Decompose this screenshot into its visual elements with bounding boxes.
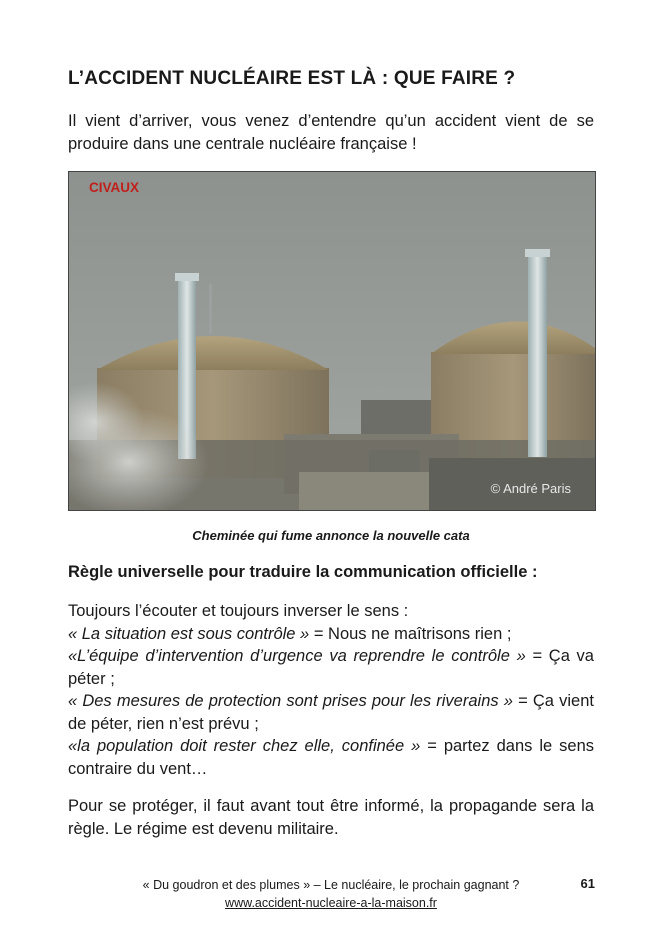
rule-item — [68, 623, 594, 646]
rule-item — [68, 645, 594, 690]
photo-caption: Cheminée qui fume annonce la nouvelle cata — [192, 528, 470, 543]
rule-quote: « Des mesures de protection sont prises pour les riverains » — [68, 692, 513, 710]
rule-quote: «la population doit rester chez elle, confinée » — [68, 737, 421, 755]
rules-block — [68, 600, 594, 780]
rule-heading: Règle universelle pour traduire la communication officielle : — [68, 563, 538, 581]
rule-translation: = Nous ne maîtrisons rien ; — [309, 624, 512, 643]
rule-translation: = Ça vient de péter, rien n’est prévu ; — [68, 692, 594, 733]
website-link[interactable]: www.accident-nucleaire-a-la-maison.fr — [225, 896, 437, 910]
rule-item — [68, 735, 594, 780]
rule-translation: = partez dans le sens contraire du vent… — [68, 737, 594, 778]
rule-item — [68, 690, 594, 735]
photo-credit: © André Paris — [490, 481, 571, 496]
rule-quote: «L’équipe d’intervention d’urgence va reprendre le contrôle » — [68, 647, 526, 665]
page-footer — [68, 876, 594, 912]
rule-quote: « La situation est sous contrôle » — [68, 624, 310, 643]
intro-paragraph: Il vient d’arriver, vous venez d’entendre qu’un accident vient de se produire dans une centrale nucléaire française ! — [68, 112, 594, 153]
power-plant-illustration — [69, 172, 595, 510]
book-title: « Du goudron et des plumes » – Le nucléaire, le prochain gagnant ? — [142, 878, 520, 892]
rule-translation: = Ça va péter ; — [68, 647, 594, 688]
photo-location-label: CIVAUX — [89, 180, 140, 195]
page-number: 61 — [580, 876, 595, 891]
power-plant-photo — [68, 171, 596, 511]
conclusion-paragraph: Pour se protéger, il faut avant tout être informé, la propagande sera la règle. Le régime est devenu militaire. — [68, 797, 594, 838]
rules-intro: Toujours l’écouter et toujours inverser le sens : — [68, 602, 409, 620]
page-title: L’ACCIDENT NUCLÉAIRE EST LÀ : QUE FAIRE ? — [68, 68, 516, 89]
